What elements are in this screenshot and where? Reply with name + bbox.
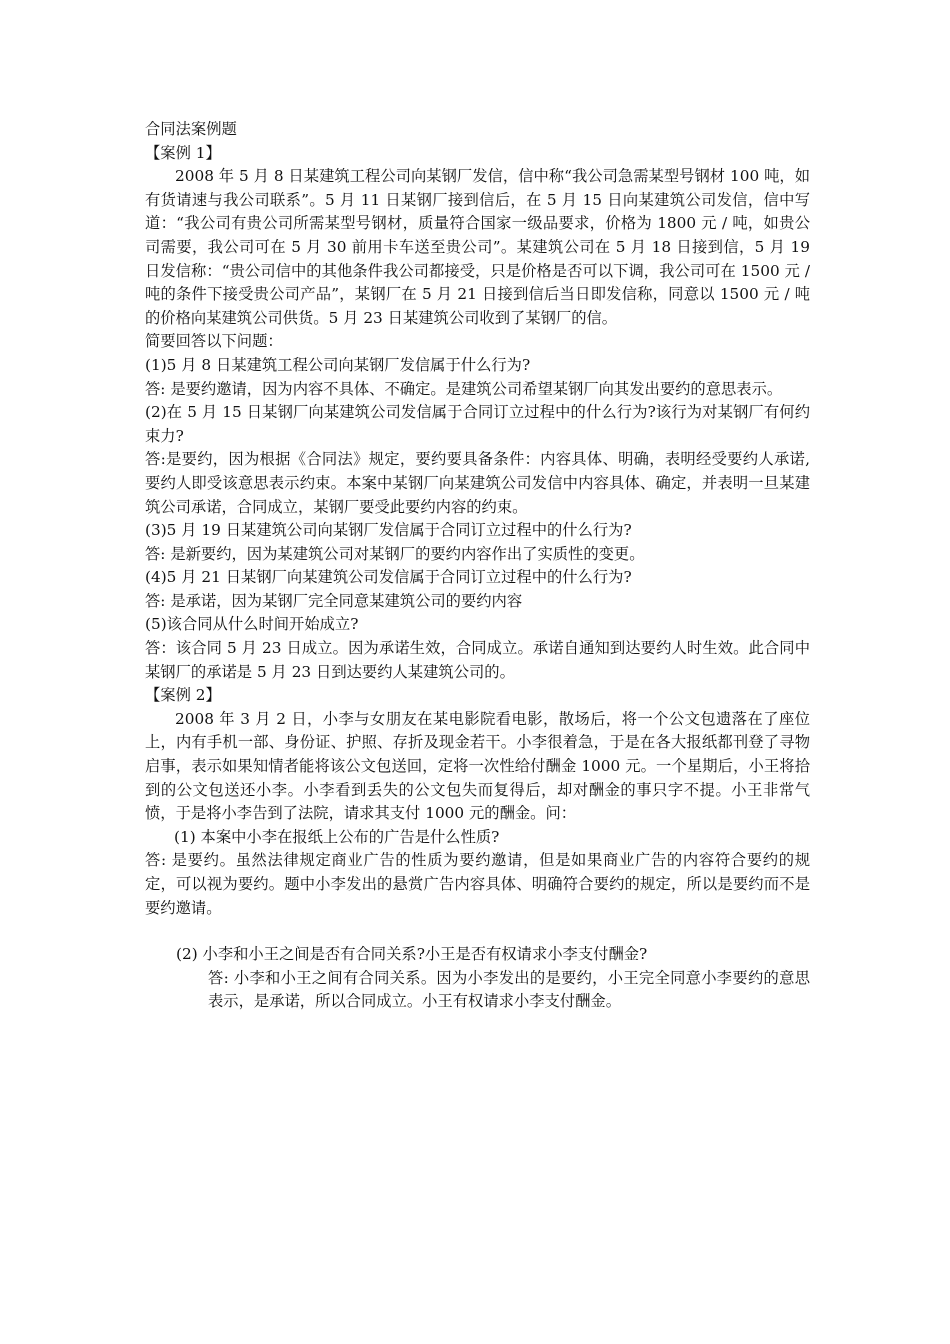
case-1-question-2: (2)在 5 月 15 日某钢厂向某建筑公司发信属于合同订立过程中的什么行为?该行为对某钢厂有何约束力? <box>145 403 810 445</box>
case-1-answer-5: 答：该合同 5 月 23 日成立。因为承诺生效，合同成立。承诺自通知到达要约人时生效。此合同中某钢厂的承诺是 5 月 23 日到达要约人某建筑公司的。 <box>145 639 810 681</box>
case-1-answer-1: 答: 是要约邀请，因为内容不具体、不确定。是建筑公司希望某钢厂向其发出要约的意思表示。 <box>145 379 783 398</box>
case-1-question-5: (5)该合同从什么时间开始成立? <box>145 615 359 634</box>
case-1-narrative: 2008 年 5 月 8 日某建筑工程公司向某钢厂发信，信中称“我公司急需某型号钢材 100 吨，如有货请速与我公司联系”。5 月 11 日某钢厂接到信后，在 5 月 15 日向某建筑公司发信，信中写道：“我公司有贵公司所需某型号钢材，质量符合国家一级品要求，价格为 1800 元 / 吨，如贵公司需要，我公司可在 5 月 30 前用卡车送至贵公司”。某建筑公司在 5 月 18 日接到信，5 月 19 日发信称：“贵公司信中的其他条件我公司都接受，只是价格是否可以下调，我公司可在 1500 元 / 吨的条件下接受贵公司产品”，某钢厂在 5 月 21 日接到信后当日即发信称，同意以 1500 元 / 吨的价格向某建筑公司供货。5 月 23 日某建筑公司收到了某钢厂的信。 <box>145 167 810 327</box>
case-1-answer-2: 答:是要约，因为根据《合同法》规定，要约要具备条件：内容具体、明确，表明经受要约人承诺,要约人即受该意思表示约束。本案中某钢厂向某建筑公司发信中内容具体、确定，并表明一旦某建筑公司承诺，合同成立，某钢厂要受此要约内容的约束。 <box>145 450 810 516</box>
case-2-answer-1: 答: 是要约。虽然法律规定商业广告的性质为要约邀请，但是如果商业广告的内容符合要约的规定，可以视为要约。题中小李发出的悬赏广告内容具体、明确符合要约的规定，所以是要约而不是要约邀请。 <box>145 851 810 917</box>
case-2-narrative: 2008 年 3 月 2 日，小李与女朋友在某电影院看电影，散场后，将一个公文包遗落在了座位上，内有手机一部、身份证、护照、存折及现金若干。小李很着急，于是在各大报纸都刊登了寻物启事，表示如果知情者能将该公文包送回，定将一次性给付酬金 1000 元。一个星期后，小王将拾到的公文包送还小李。小李看到丢失的公文包失而复得后，却对酬金的事只字不提。小王非常气愤，于是将小李告到了法院，请求其支付 1000 元的酬金。问： <box>145 709 810 823</box>
case-1-question-1: (1)5 月 8 日某建筑工程公司向某钢厂发信属于什么行为? <box>145 355 531 374</box>
case-1-heading: 【案例 1】 <box>145 143 221 162</box>
case-2-question-2: (2) 小李和小王之间是否有合同关系?小王是否有权请求小李支付酬金? <box>176 945 648 964</box>
case-1-answer-3: 答: 是新要约，因为某建筑公司对某钢厂的要约内容作出了实质性的变更。 <box>145 544 645 563</box>
case-1-answer-4: 答: 是承诺，因为某钢厂完全同意某建筑公司的要约内容 <box>145 591 523 610</box>
case-1-question-3: (3)5 月 19 日某建筑公司向某钢厂发信属于合同订立过程中的什么行为? <box>145 521 632 540</box>
case-1-prompt: 简要回答以下问题： <box>145 332 283 351</box>
case-2-answer-2: 答: 小李和小王之间有合同关系。因为小李发出的是要约，小王完全同意小李要约的意思表示，是承诺，所以合同成立。小王有权请求小李支付酬金。 <box>208 968 810 1011</box>
document-page <box>145 118 810 1014</box>
case-1-question-4: (4)5 月 21 日某钢厂向某建筑公司发信属于合同订立过程中的什么行为? <box>145 568 632 587</box>
document-title: 合同法案例题 <box>145 120 237 138</box>
paragraph-gap <box>145 920 810 943</box>
case-2-heading: 【案例 2】 <box>145 686 221 705</box>
case-2-question-1: (1) 本案中小李在报纸上公布的广告是什么性质? <box>174 827 500 846</box>
